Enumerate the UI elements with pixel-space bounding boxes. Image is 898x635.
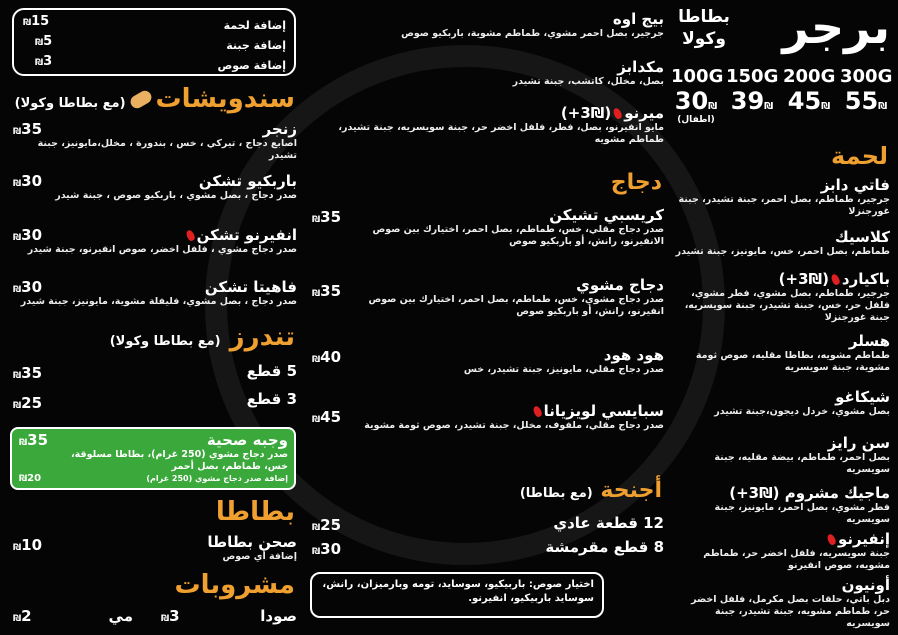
section-title: دجاج bbox=[610, 170, 662, 195]
item-name: زنجر bbox=[262, 120, 297, 138]
item-name: هسلر bbox=[848, 332, 890, 350]
item-name: شيكاغو bbox=[835, 388, 890, 406]
size-option bbox=[783, 66, 835, 115]
wing-item bbox=[313, 514, 664, 532]
meat-item bbox=[674, 176, 890, 218]
meat-item bbox=[674, 434, 890, 476]
chicken-item bbox=[353, 206, 664, 248]
currency: ₪ bbox=[878, 101, 888, 112]
currency: ₪ bbox=[312, 523, 321, 533]
item-desc: صدر دجاج ، بصل مشوي ، باربكيو صوص ، جبنة شيدر bbox=[55, 190, 297, 201]
chicken-header bbox=[611, 170, 662, 195]
price-value: 10 bbox=[21, 536, 43, 554]
meat-header bbox=[831, 142, 888, 170]
item-name: ميرنو bbox=[624, 104, 664, 122]
item-name: صودا bbox=[260, 607, 297, 625]
item-name: انفيرنو تشكن bbox=[196, 226, 297, 244]
drinks-header bbox=[174, 570, 295, 600]
price-value: 45 bbox=[320, 408, 342, 426]
item-desc: صدر دجاج ، بصل مشوي، فليفلة مشوية، مايونيز، جبنة شيدر bbox=[20, 296, 297, 307]
tenders-header bbox=[110, 322, 295, 352]
subtitle-line: وكولا bbox=[682, 29, 726, 49]
currency: ₪ bbox=[35, 38, 44, 48]
item-name: دجاج مشوي bbox=[576, 276, 664, 294]
chili-icon bbox=[185, 229, 196, 242]
item-name: مي bbox=[108, 607, 133, 625]
item-desc: طماطم، بصل احمر، خس، مايونيز، جبنة تشيدر bbox=[675, 246, 890, 257]
burger-title: برجر bbox=[782, 0, 890, 54]
item-price bbox=[12, 278, 42, 296]
item-name: وجبه صحية bbox=[206, 431, 288, 449]
currency: ₪ bbox=[764, 101, 774, 112]
item-name: باكيارد bbox=[841, 270, 890, 288]
price-value: 30 bbox=[21, 172, 43, 190]
meat-item bbox=[674, 228, 890, 258]
item-name: فاتي دابز bbox=[820, 176, 890, 194]
add-on-price bbox=[34, 54, 52, 69]
size-price: 45 bbox=[787, 87, 822, 115]
currency: ₪ bbox=[13, 179, 22, 189]
chili-icon bbox=[830, 273, 841, 286]
item-desc: جبنة سويسريه، فلفل اخضر حر، طماطم مشويه، صوص انفيرنو bbox=[703, 548, 890, 571]
healthy-meal bbox=[18, 431, 288, 485]
meat-item bbox=[674, 388, 890, 418]
item-desc: صدر دجاج مقلي، ملفوف، مخلل، جبنة تشيدر، صوص ثومة مشوية bbox=[364, 420, 664, 431]
item-name: ماجيك مشروم bbox=[784, 484, 890, 502]
sandwich-item bbox=[8, 172, 297, 202]
item-name: أونيون bbox=[841, 576, 890, 594]
size-option bbox=[726, 66, 778, 115]
add-on-cheese bbox=[22, 34, 286, 53]
section-title: بطاطا bbox=[215, 497, 295, 527]
price-value: 30 bbox=[21, 278, 43, 296]
add-on-label: إضافة جبنة bbox=[226, 39, 286, 52]
add-on-meat bbox=[22, 14, 286, 33]
chili-icon bbox=[612, 107, 623, 120]
add-on-label: إضافة لحمة bbox=[223, 19, 286, 32]
item-desc: اصابع دجاج ، تيركي ، خس ، بندورة ، مخلل،مايونيز، جبنة تشيدر bbox=[37, 138, 297, 161]
size-price: 55 bbox=[844, 87, 879, 115]
section-note: (مع بطاطا) bbox=[519, 486, 593, 501]
price-value: 40 bbox=[320, 348, 342, 366]
item-tag: (₪3+) bbox=[560, 104, 612, 122]
section-note: (مع بطاطا وكولا) bbox=[14, 96, 126, 111]
item-desc: صدر دجاج مشوي (250 غرام)، بطاطا مسلوقة، خس، طماطم، بصل أحمر bbox=[71, 449, 288, 472]
item-desc: بصل، مخلل، كاتشب، جبنة تشيدر bbox=[512, 76, 664, 87]
currency: ₪ bbox=[312, 547, 321, 557]
right-column bbox=[672, 0, 898, 635]
item-desc: فطر مشوي، بصل احمر، مايونيز، جبنة سويسريه bbox=[714, 502, 890, 525]
meat-item bbox=[674, 576, 890, 630]
item-price bbox=[311, 282, 341, 300]
middle-column bbox=[305, 0, 672, 635]
healthy-meal-box bbox=[10, 427, 296, 490]
item-price bbox=[18, 431, 48, 449]
size-note: (اطفال) bbox=[677, 115, 715, 125]
currency: ₪ bbox=[13, 614, 22, 624]
item-desc: بصل احمر، طماطم، بيضة مقليه، جبنة سويسريه bbox=[714, 452, 890, 475]
item-name: سن رايز bbox=[827, 434, 890, 452]
price-value: 30 bbox=[320, 540, 342, 558]
currency: ₪ bbox=[19, 474, 28, 484]
item-price bbox=[311, 348, 341, 366]
meat-item bbox=[674, 332, 890, 374]
item-desc: جرجير، بصل احمر مشوي، طماطم مشوية، باربكيو صوص bbox=[401, 28, 664, 39]
item-name: بيج اوه bbox=[612, 10, 664, 28]
sandwich-item bbox=[8, 120, 297, 162]
price-value: 3 bbox=[169, 607, 180, 625]
currency: ₪ bbox=[13, 401, 22, 411]
item-desc: مايو انفيرنو، بصل، فطر، فلفل اخضر حر، جبنة سويسريه، جبنة تشيدر، طماطم مشويه bbox=[338, 122, 664, 145]
fries-header bbox=[216, 497, 295, 527]
currency: ₪ bbox=[708, 101, 718, 112]
item-price bbox=[12, 172, 42, 190]
section-title: مشروبات bbox=[174, 570, 295, 600]
currency: ₪ bbox=[161, 614, 170, 624]
item-desc: جرجير، طماطم، بصل مشوي، فطر مشوي، فلفل حر، خس، جبنة تشيدر، جبنة سويسريه، جبنة غورجنزلا bbox=[684, 288, 890, 323]
item-desc: طماطم مشويه، بطاطا مقليه، صوص ثومة مشوية، جبنة سويسريه bbox=[695, 350, 890, 373]
price-value: 35 bbox=[21, 120, 43, 138]
currency: ₪ bbox=[13, 543, 22, 553]
item-price bbox=[311, 408, 341, 426]
meat-item bbox=[674, 484, 890, 526]
size-price: 39 bbox=[730, 87, 765, 115]
item-price bbox=[12, 607, 32, 625]
section-title: لحمة bbox=[831, 142, 888, 170]
item-name: مكدابز bbox=[617, 58, 664, 76]
item-name: كريسبي تشيكن bbox=[549, 206, 664, 224]
add-on-price bbox=[22, 14, 49, 29]
size-price: 30 bbox=[674, 87, 709, 115]
currency: ₪ bbox=[312, 355, 321, 365]
item-price bbox=[311, 540, 341, 558]
price-value: 35 bbox=[21, 364, 43, 382]
currency: ₪ bbox=[312, 289, 321, 299]
subtitle-line: بطاطا bbox=[678, 7, 730, 27]
price-value: 20 bbox=[27, 473, 42, 484]
currency: ₪ bbox=[312, 215, 321, 225]
item-price bbox=[160, 607, 180, 625]
burger-item bbox=[313, 58, 664, 88]
item-name: 3 قطع bbox=[246, 390, 297, 408]
item-name: فاهيتا تشكن bbox=[204, 278, 297, 296]
burger-sizes bbox=[672, 66, 898, 138]
currency: ₪ bbox=[821, 101, 831, 112]
price-value: 15 bbox=[31, 14, 50, 29]
size-weight: 100G bbox=[671, 66, 724, 87]
item-name: صحن بطاطا bbox=[207, 533, 297, 551]
item-name: كلاسيك bbox=[835, 228, 890, 246]
add-on-label: إضافة صوص bbox=[217, 59, 286, 72]
section-title: سندويشات bbox=[155, 84, 295, 114]
sandwich-item bbox=[8, 278, 297, 308]
burger-item bbox=[313, 104, 664, 146]
burger-subtitle bbox=[674, 6, 734, 50]
item-price bbox=[12, 536, 42, 554]
item-name: هود هود bbox=[603, 346, 664, 364]
section-title: تندرز bbox=[229, 322, 295, 352]
section-note: (مع بطاطا وكولا) bbox=[109, 334, 221, 349]
left-column bbox=[0, 0, 305, 635]
item-name: 5 قطع bbox=[246, 362, 297, 380]
item-price bbox=[311, 208, 341, 226]
currency: ₪ bbox=[35, 58, 44, 68]
currency: ₪ bbox=[13, 127, 22, 137]
item-desc: جرجير، طماطم، بصل احمر، جبنة تشيدر، جبنة غورجنزلا bbox=[678, 194, 890, 217]
item-name: سبايسي لويزيانا bbox=[543, 402, 664, 420]
meat-item bbox=[674, 530, 890, 572]
item-name: إنفيرنو bbox=[837, 530, 890, 548]
size-weight: 300G bbox=[840, 66, 893, 87]
item-price bbox=[12, 226, 42, 244]
price-value: 35 bbox=[27, 431, 49, 449]
chicken-item bbox=[353, 402, 664, 432]
add-on-price bbox=[34, 34, 52, 49]
item-price bbox=[12, 364, 42, 382]
burger-item bbox=[313, 10, 664, 40]
add-on-sauce bbox=[22, 54, 286, 73]
sandwich-item bbox=[8, 226, 297, 256]
currency: ₪ bbox=[13, 371, 22, 381]
price-value: 3 bbox=[43, 54, 53, 69]
item-desc: صدر دجاج مشوي، خس، طماطم، بصل احمر، اختيارك بين صوص انفيرنو، رانش، أو باربكيو صوص bbox=[368, 294, 664, 317]
sauces-box: اختيار صوص: باربيكيو، سوسايد، تومه وبارميزان، رانش، سوسايد باربيكيو، انفيرنو. bbox=[310, 572, 604, 618]
item-desc: صدر دجاج مقلي، مايونيز، جبنة تشيدر، خس bbox=[463, 364, 664, 375]
currency: ₪ bbox=[19, 438, 28, 448]
price-value: 30 bbox=[21, 226, 43, 244]
item-extra: إضافة صدر دجاج مشوي (250 غرام) bbox=[146, 474, 288, 483]
item-price bbox=[12, 394, 42, 412]
item-name: 8 قطع مقرمشة bbox=[545, 538, 664, 556]
size-option bbox=[671, 66, 724, 125]
item-tag: (₪3+) bbox=[729, 484, 780, 502]
item-price bbox=[12, 120, 42, 138]
extra-price bbox=[18, 473, 41, 484]
fries-item bbox=[8, 533, 297, 563]
currency: ₪ bbox=[13, 285, 22, 295]
item-name: باربكيو تشكن bbox=[198, 172, 297, 190]
currency: ₪ bbox=[312, 415, 321, 425]
sandwiches-header bbox=[15, 84, 295, 114]
item-desc: بصل مشوي، خردل ديجون،جبنة تشيدر bbox=[714, 406, 890, 417]
item-tag: (₪3+) bbox=[778, 270, 829, 288]
size-weight: 200G bbox=[783, 66, 836, 87]
price-value: 25 bbox=[320, 516, 342, 534]
add-ons-box bbox=[12, 8, 296, 76]
wings-header bbox=[520, 478, 662, 503]
section-title: أجنحة bbox=[600, 478, 662, 503]
item-desc: صدر دجاج مشوي ، فلفل اخضر، صوص انفيرنو، جبنة شيدر bbox=[27, 244, 297, 255]
meat-item bbox=[674, 270, 890, 324]
size-weight: 150G bbox=[726, 66, 779, 87]
currency: ₪ bbox=[23, 18, 32, 28]
chili-icon bbox=[532, 405, 543, 418]
currency: ₪ bbox=[13, 233, 22, 243]
item-desc: إضافة أي صوص bbox=[222, 551, 297, 562]
size-option bbox=[840, 66, 892, 115]
chili-icon bbox=[826, 533, 837, 546]
bread-icon bbox=[128, 88, 154, 110]
chicken-item bbox=[353, 276, 664, 318]
price-value: 25 bbox=[21, 394, 43, 412]
wing-item bbox=[313, 538, 664, 556]
price-value: 35 bbox=[320, 282, 342, 300]
chicken-item bbox=[353, 346, 664, 376]
item-desc: صدر دجاج مقلي، خس، طماطم، بصل احمر، اختيارك بين صوص الانفيرنو، رانش، أو باربكيو صوص bbox=[372, 224, 664, 247]
item-name: 12 قطعة عادي bbox=[553, 514, 664, 532]
item-price bbox=[311, 516, 341, 534]
price-value: 5 bbox=[43, 34, 53, 49]
item-desc: دبل باتي، حلقات بصل مكرمل، فلفل اخضر حر، طماطم مشويه، جبنة تشيدر، جبنة سويسريه bbox=[691, 594, 890, 629]
price-value: 2 bbox=[21, 607, 32, 625]
tender-item bbox=[8, 390, 297, 408]
price-value: 35 bbox=[320, 208, 342, 226]
tender-item bbox=[8, 362, 297, 380]
